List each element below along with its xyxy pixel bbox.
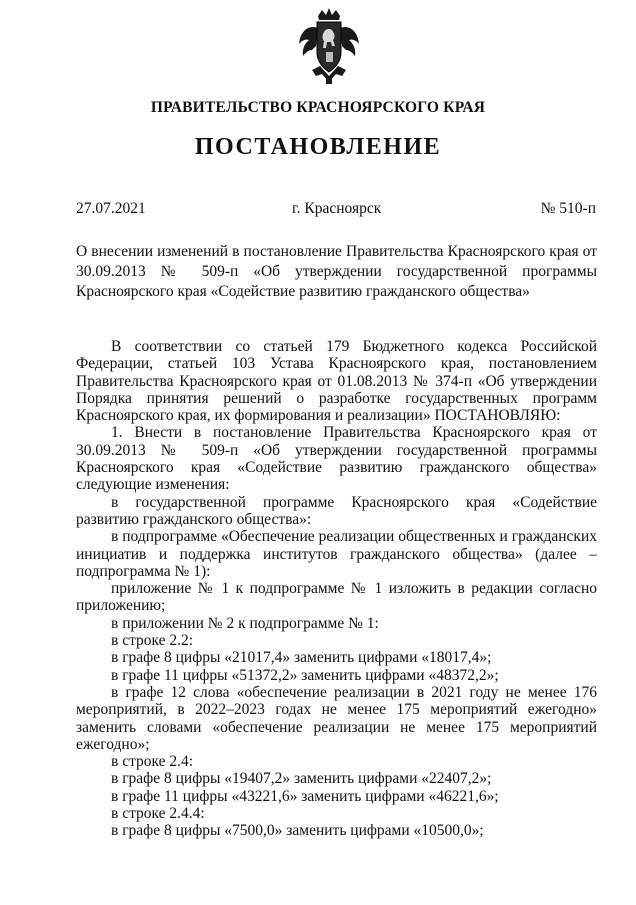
document-meta-row xyxy=(76,200,596,220)
document-type-title: ПОСТАНОВЛЕНИЕ xyxy=(194,134,442,160)
body-paragraph: в строке 2.4: xyxy=(111,753,194,771)
body-paragraph: в приложении № 2 к подпрограмме № 1: xyxy=(111,614,379,632)
body-paragraph: приложение № 1 к подпрограмме № 1 изложить в редакции согласно приложению; xyxy=(76,580,597,615)
body-paragraph: В соответствии со статьей 179 Бюджетного кодекса Российской Федерации, статьей 103 Устава Красноярского края, постановлением Правительства Красноярского края от 01.08.2013 № 374-п «Об утверждении Порядка принятия решений о разработке государственных программ Красноярского края, их формирования и реализации» ПОСТАНОВЛЯЮ: xyxy=(76,338,597,425)
body-paragraph: 1. Внести в постановление Правительства Красноярского края от 30.09.2013 № 509-п «Об утверждении государственной программы Красноярского края «Содействие развитию гражданского общества» следующие изменения: xyxy=(76,424,597,494)
document-subject: О внесении изменений в постановление Правительства Красноярского края от 30.09.2013 № 509-п «Об утверждении государственной программы Красноярского края «Содействие развитию гражданского общества» xyxy=(76,243,597,300)
body-paragraph: в государственной программе Красноярского края «Содействие развитию гражданского общества»: xyxy=(76,493,597,528)
document-number: № 510-п xyxy=(540,200,596,217)
coat-of-arms-emblem xyxy=(296,6,362,86)
government-title: ПРАВИТЕЛЬСТВО КРАСНОЯРСКОГО КРАЯ xyxy=(150,99,486,116)
body-paragraph: в графе 11 цифры «43221,6» заменить цифрами «46221,6»; xyxy=(111,787,499,805)
document-date: 27.07.2021 xyxy=(76,200,146,217)
body-paragraph: в графе 8 цифры «7500,0» заменить цифрами «10500,0»; xyxy=(111,822,484,840)
body-paragraph: в строке 2.4.4: xyxy=(111,805,205,823)
document-city: г. Красноярск xyxy=(292,200,382,217)
body-paragraph: в строке 2.2: xyxy=(111,632,194,650)
body-paragraph: в графе 12 слова «обеспечение реализации в 2021 году не менее 176 мероприятий, в 2022–2023 годах не менее 175 мероприятий ежегодно» заменить словами «обеспечение реализации не менее 175 мероприятий ежегодно»; xyxy=(76,683,597,753)
document-body xyxy=(76,338,597,840)
body-paragraph: в графе 8 цифры «19407,2» заменить цифрами «22407,2»; xyxy=(111,770,492,788)
body-paragraph: в графе 8 цифры «21017,4» заменить цифрами «18017,4»; xyxy=(111,649,492,667)
body-paragraph: в графе 11 цифры «51372,2» заменить цифрами «48372,2»; xyxy=(111,666,499,684)
body-paragraph: в подпрограмме «Обеспечение реализации общественных и гражданских инициатив и поддержка институтов гражданского общества» (далее – подпрограмма № 1): xyxy=(76,528,597,580)
